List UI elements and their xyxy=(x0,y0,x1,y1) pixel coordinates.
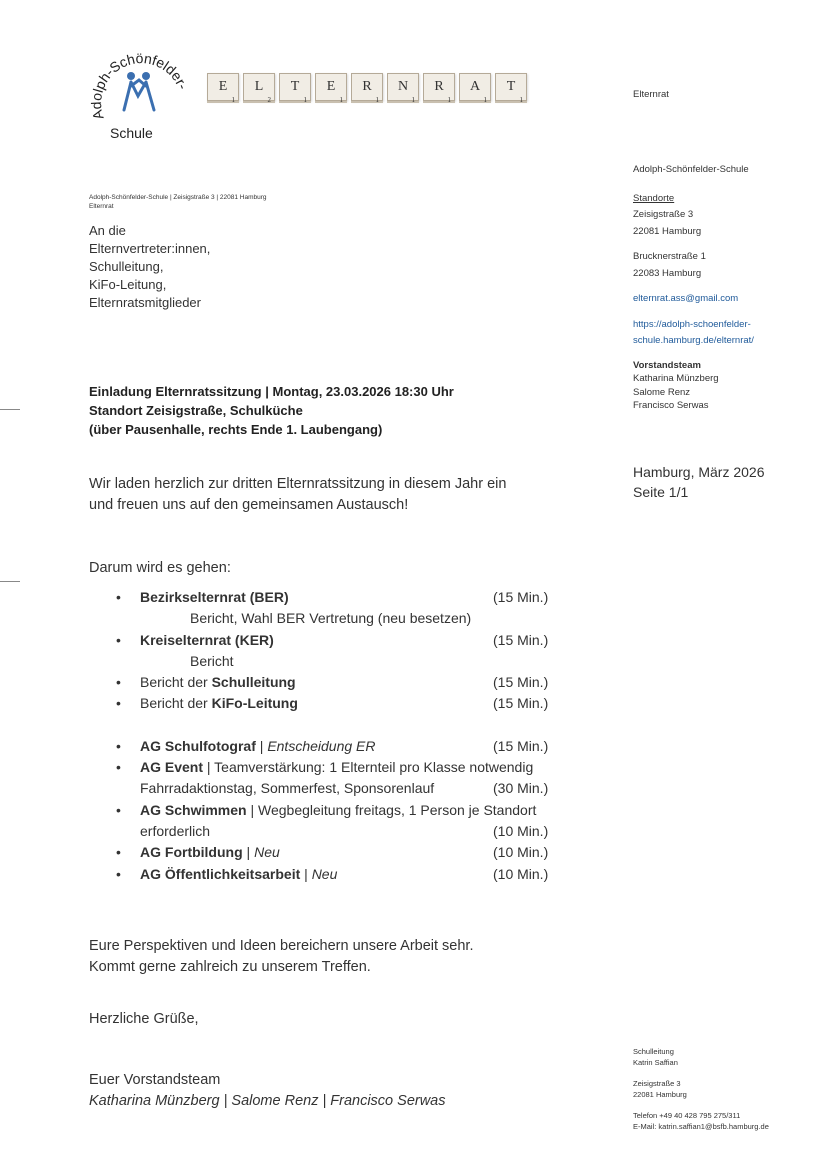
recipient-line: Schulleitung, xyxy=(89,259,164,274)
address2-street: Brucknerstraße 1 xyxy=(633,251,706,262)
recipient-line: Elternratsmitglieder xyxy=(89,295,201,310)
address1-street: Zeisigstraße 3 xyxy=(633,209,694,220)
website-link-line2: schule.hamburg.de/elternrat/ xyxy=(633,335,754,346)
duration: (30 Min.) xyxy=(493,780,549,797)
headline-location: Standort Zeisigstraße, Schulküche xyxy=(89,403,303,418)
page-number: Seite 1/1 xyxy=(633,484,689,500)
agenda-item-detail: Bericht xyxy=(190,652,234,669)
headline-directions: (über Pausenhalle, rechts Ende 1. Laubengang) xyxy=(89,422,383,437)
agenda-item: • AG Fortbildung | Neu (10 Min.) xyxy=(140,842,590,863)
agenda-list xyxy=(116,587,590,885)
duration: (15 Min.) xyxy=(493,631,549,648)
letter-tile: N 1 xyxy=(387,73,419,101)
letter-tile: T 1 xyxy=(279,73,311,101)
agenda-item: • Kreiselternrat (KER) (15 Min.) xyxy=(140,630,590,651)
vorstand-member: Katharina Münzberg xyxy=(633,373,719,384)
email-link[interactable]: elternrat.ass@gmail.com xyxy=(633,293,739,304)
closing-line: Kommt gerne zahlreich zu unserem Treffen. xyxy=(89,959,371,975)
vorstand-label: Vorstandsteam xyxy=(633,359,701,371)
letter-tile: R 1 xyxy=(423,73,455,101)
logo-arc-text: Adolph-Schönfelder- xyxy=(87,50,192,122)
footer-street: Zeisigstraße 3 xyxy=(633,1079,681,1088)
agenda-item: • Bezirkselternrat (BER) (15 Min.) xyxy=(140,587,590,608)
fold-mark xyxy=(0,581,20,582)
sender-dept: Elternrat xyxy=(89,203,114,210)
footer-name: Katrin Saffian xyxy=(633,1058,678,1067)
website-link[interactable] xyxy=(633,317,823,350)
recipient-block xyxy=(89,222,210,312)
sender-address: Adolph-Schönfelder-Schule | Zeisigstraße 3 | 22081 Hamburg xyxy=(89,194,267,201)
agenda-item: • Bericht der KiFo-Leitung (15 Min.) xyxy=(140,693,590,714)
letter-date: Hamburg, März 2026 xyxy=(633,464,765,480)
logo-bottom-text: Schule xyxy=(110,125,153,141)
agenda-item: • Bericht der Schulleitung (15 Min.) xyxy=(140,672,590,693)
people-icon xyxy=(124,72,154,110)
agenda-item: • AG Öffentlichkeitsarbeit | Neu (10 Min.) xyxy=(140,864,590,885)
duration: (15 Min.) xyxy=(493,695,549,712)
duration: (10 Min.) xyxy=(493,865,549,882)
footer-city: 22081 Hamburg xyxy=(633,1090,687,1099)
website-link-line1: https://adolph-schoenfelder- xyxy=(633,318,751,330)
intro-paragraph xyxy=(89,474,506,516)
footer-contact xyxy=(633,1046,769,1132)
agenda-intro: Darum wird es gehen: xyxy=(89,560,231,576)
school-logo-graphic xyxy=(84,38,194,148)
address1-city: 22081 Hamburg xyxy=(633,225,702,237)
closing-line: Eure Perspektiven und Ideen bereichern unsere Arbeit sehr. xyxy=(89,938,474,954)
standorte-label: Standorte xyxy=(633,192,675,204)
header-right-label: Elternrat xyxy=(633,89,669,100)
signature-names: Katharina Münzberg | Salome Renz | Francisco Serwas xyxy=(89,1093,446,1109)
agenda-item: • AG Schwimmen | Wegbegleitung freitags, 1 Person je Standort xyxy=(116,801,537,818)
headline-block xyxy=(89,382,454,439)
footer-email[interactable]: E-Mail: katrin.saffian1@bsfb.hamburg.de xyxy=(633,1122,769,1131)
letter-tile: A 1 xyxy=(459,73,491,101)
intro-line: Wir laden herzlich zur dritten Elternratssitzung in diesem Jahr ein xyxy=(89,476,507,492)
agenda-spacer xyxy=(140,715,590,736)
agenda-item: • AG Schulfotograf | Entscheidung ER (15 Min.) xyxy=(140,736,590,757)
sidebar-school-name: Adolph-Schönfelder-Schule xyxy=(633,164,749,175)
recipient-line: Elternvertreter:innen, xyxy=(89,241,211,256)
signature-label: Euer Vorstandsteam xyxy=(89,1072,221,1088)
recipient-line: An die xyxy=(89,223,126,238)
duration: (15 Min.) xyxy=(493,589,549,605)
letter-tile: R 1 xyxy=(351,73,383,101)
recipient-line: KiFo-Leitung, xyxy=(89,277,167,292)
sidebar-contact xyxy=(633,162,823,413)
letter-tile: E 1 xyxy=(315,73,347,101)
fold-mark xyxy=(0,409,20,410)
school-logo xyxy=(84,38,194,148)
letter-tile: E 1 xyxy=(207,73,239,101)
footer-phone: Telefon +49 40 428 795 275/311 xyxy=(633,1111,741,1120)
duration: (15 Min.) xyxy=(493,737,549,754)
signature-block xyxy=(89,1070,446,1112)
elternrat-tiles xyxy=(207,73,527,104)
letter-tile: L 2 xyxy=(243,73,275,101)
closing-paragraph xyxy=(89,936,474,978)
agenda-item-continued: Fahrradaktionstag, Sommerfest, Sponsorenlauf (30 Min.) xyxy=(140,778,590,799)
duration: (15 Min.) xyxy=(493,674,549,691)
intro-line: und freuen uns auf den gemeinsamen Austausch! xyxy=(89,497,409,513)
sender-line xyxy=(89,193,267,211)
vorstand-member: Salome Renz xyxy=(633,386,691,398)
agenda-item: • AG Event | Teamverstärkung: 1 Elternteil pro Klasse notwendig xyxy=(116,759,534,776)
duration: (10 Min.) xyxy=(493,844,549,861)
vorstand-member: Francisco Serwas xyxy=(633,400,709,411)
duration: (10 Min.) xyxy=(493,822,549,839)
address2-city: 22083 Hamburg xyxy=(633,267,702,279)
footer-label: Schulleitung xyxy=(633,1047,674,1056)
headline-title: Einladung Elternratssitzung | Montag, 23.03.2026 18:30 Uhr xyxy=(89,384,454,399)
agenda-item-detail: Bericht, Wahl BER Vertretung (neu besetzen) xyxy=(190,610,472,627)
date-block xyxy=(633,462,765,502)
greeting: Herzliche Grüße, xyxy=(89,1011,199,1027)
agenda-item-continued: erforderlich (10 Min.) xyxy=(140,821,590,842)
letter-tile: T 1 xyxy=(495,73,527,101)
